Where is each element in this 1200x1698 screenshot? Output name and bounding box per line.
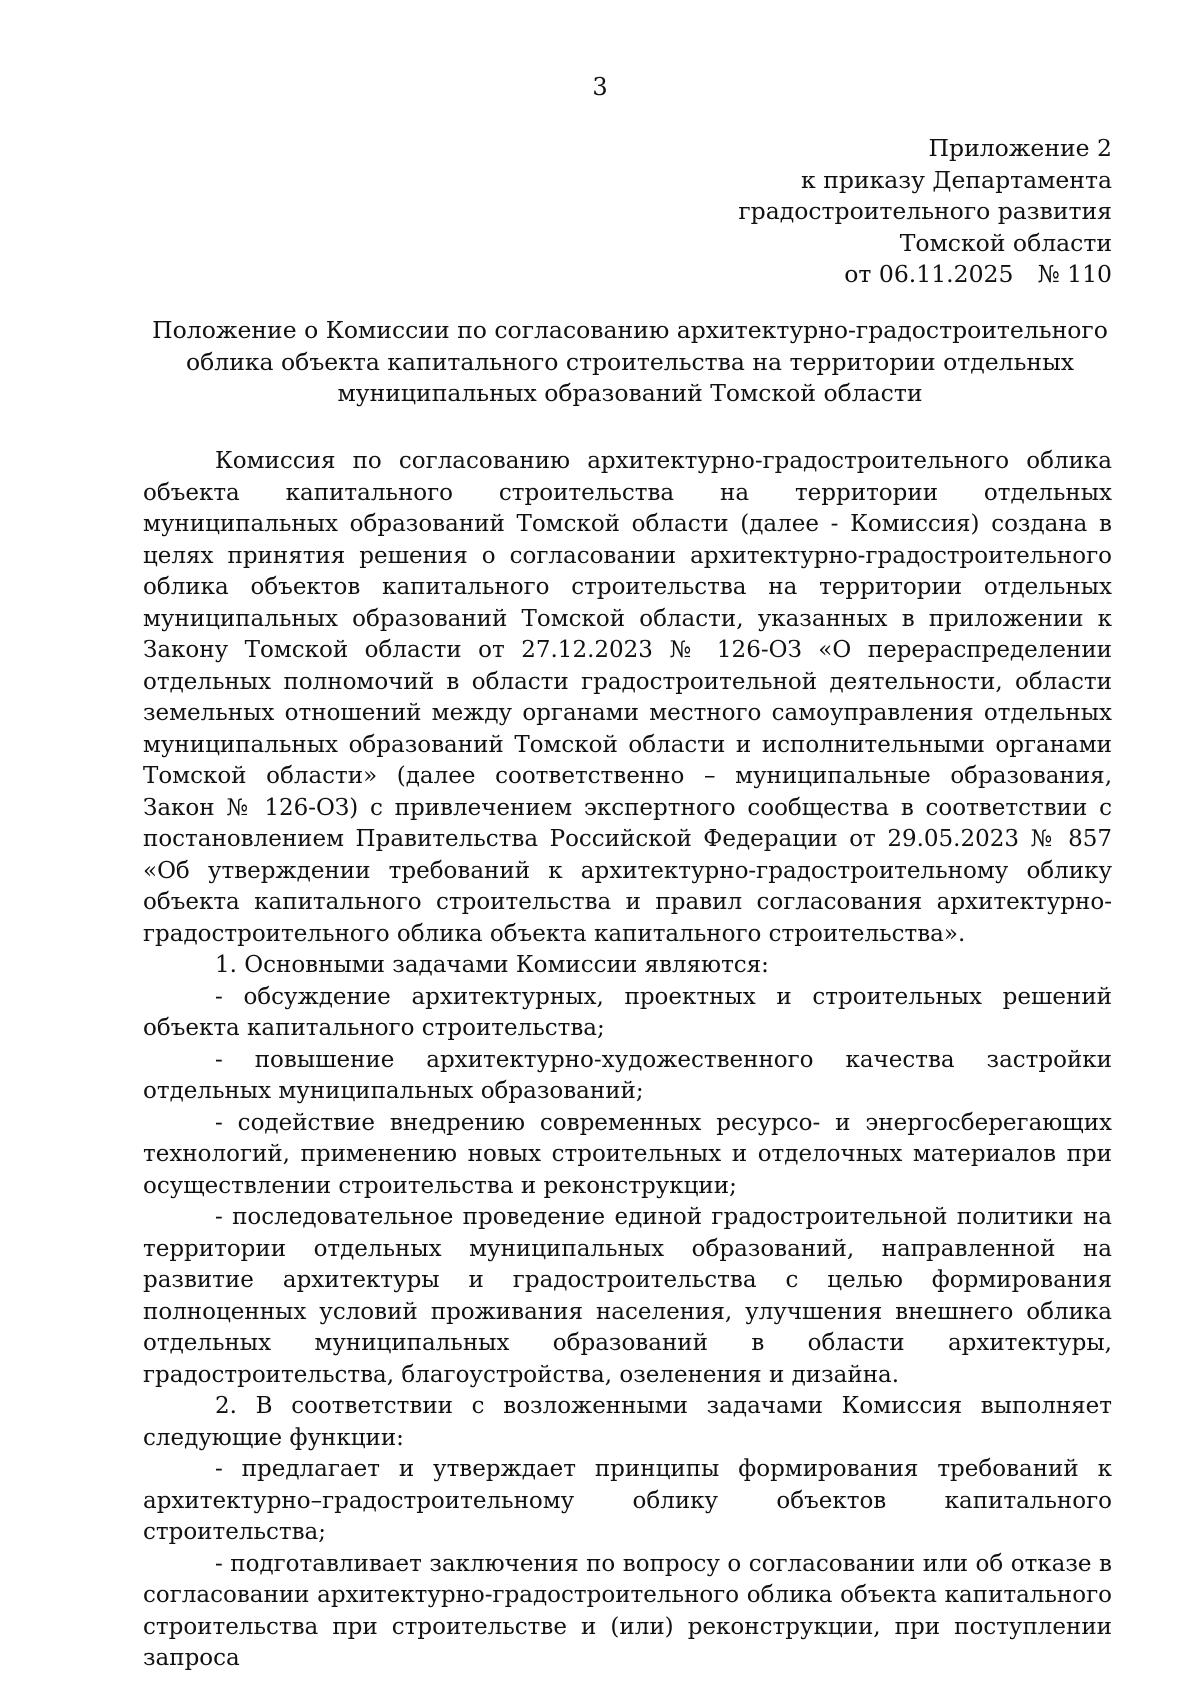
title-line: облика объекта капитального строительства на территории отдельных	[185, 347, 1075, 376]
paragraph-tasks-heading: 1. Основными задачами Комиссии являются:	[215, 952, 769, 978]
appendix-header	[592, 133, 1112, 291]
appendix-line: к приказу Департамента	[801, 165, 1112, 194]
paragraph-function-item: - подготавливает заключения по вопросу о согласовании или об отказе в согласовании архитектурно-градостроительного облика объекта капитального строительства при строительстве и (или) реконструкции, при поступлении запроса	[143, 1550, 1112, 1671]
paragraph-task-item: - повышение архитектурно-художественного качества застройки отдельных муниципальных образований;	[143, 1046, 1112, 1104]
appendix-date-line	[592, 259, 1112, 291]
paragraph-task-item: - обсуждение архитектурных, проектных и строительных решений объекта капитального строительства;	[143, 983, 1112, 1041]
order-number: № 110	[1037, 260, 1112, 288]
appendix-line: градостроительного развития	[738, 197, 1112, 225]
document-title	[140, 315, 1120, 410]
title-line: Положение о Комиссии по согласованию архитектурно-градостроительного	[152, 316, 1108, 344]
appendix-line: Приложение 2	[928, 134, 1112, 162]
paragraph-intro: Комиссия по согласованию архитектурно-градостроительного облика объекта капитального строительства на территории отдельных муниципальных образований Томской области (далее - Комиссия) создана в целях принятия решения о согласовании архитектурно-градостроительного облика объектов капитального строительства на территории отдельных муниципальных образований Томской области, указанных в приложении к Закону Томской области от 27.12.2023 № 126-ОЗ «О перераспределении отдельных полномочий в области градостроительной деятельности, области земельных отношений между органами местного самоуправления отдельных муниципальных образований Томской области и исполнительными органами Томской области» (далее соответственно – муниципальные образования, Закон № 126-ОЗ) с привлечением экспертного сообщества в соответствии с постановлением Правительства Российской Федерации от 29.05.2023 № 857 «Об утверждении требований к архитектурно-градостроительному облику объекта капитального строительства и правил согласования архитектурно-градостроительного облика объекта капитального строительства».	[143, 448, 1112, 947]
order-date: от 06.11.2025	[844, 260, 1014, 288]
paragraph-task-item: - последовательное проведение единой градостроительной политики на территории отдельных муниципальных образований, направленной на развитие архитектуры и градостроительства с целью формирования полноценных условий проживания населения, улучшения внешнего облика отдельных муниципальных образований в области архитектуры, градостроительства, благоустройства, озеленения и дизайна.	[143, 1204, 1112, 1388]
paragraph-task-item: - содействие внедрению современных ресурсо- и энергосберегающих технологий, применению новых строительных и отделочных материалов при осуществлении строительства и реконструкции;	[143, 1109, 1112, 1199]
page-number: 3	[592, 73, 608, 101]
appendix-line: Томской области	[899, 228, 1112, 257]
paragraph-function-item: - предлагает и утверждает принципы формирования требований к архитектурно–градостроительному облику объектов капитального строительства;	[143, 1456, 1112, 1545]
title-line: муниципальных образований Томской области	[337, 379, 923, 407]
document-body	[143, 446, 1112, 1675]
paragraph-functions-heading: 2. В соответствии с возложенными задачами Комиссия выполняет следующие функции:	[143, 1393, 1112, 1451]
